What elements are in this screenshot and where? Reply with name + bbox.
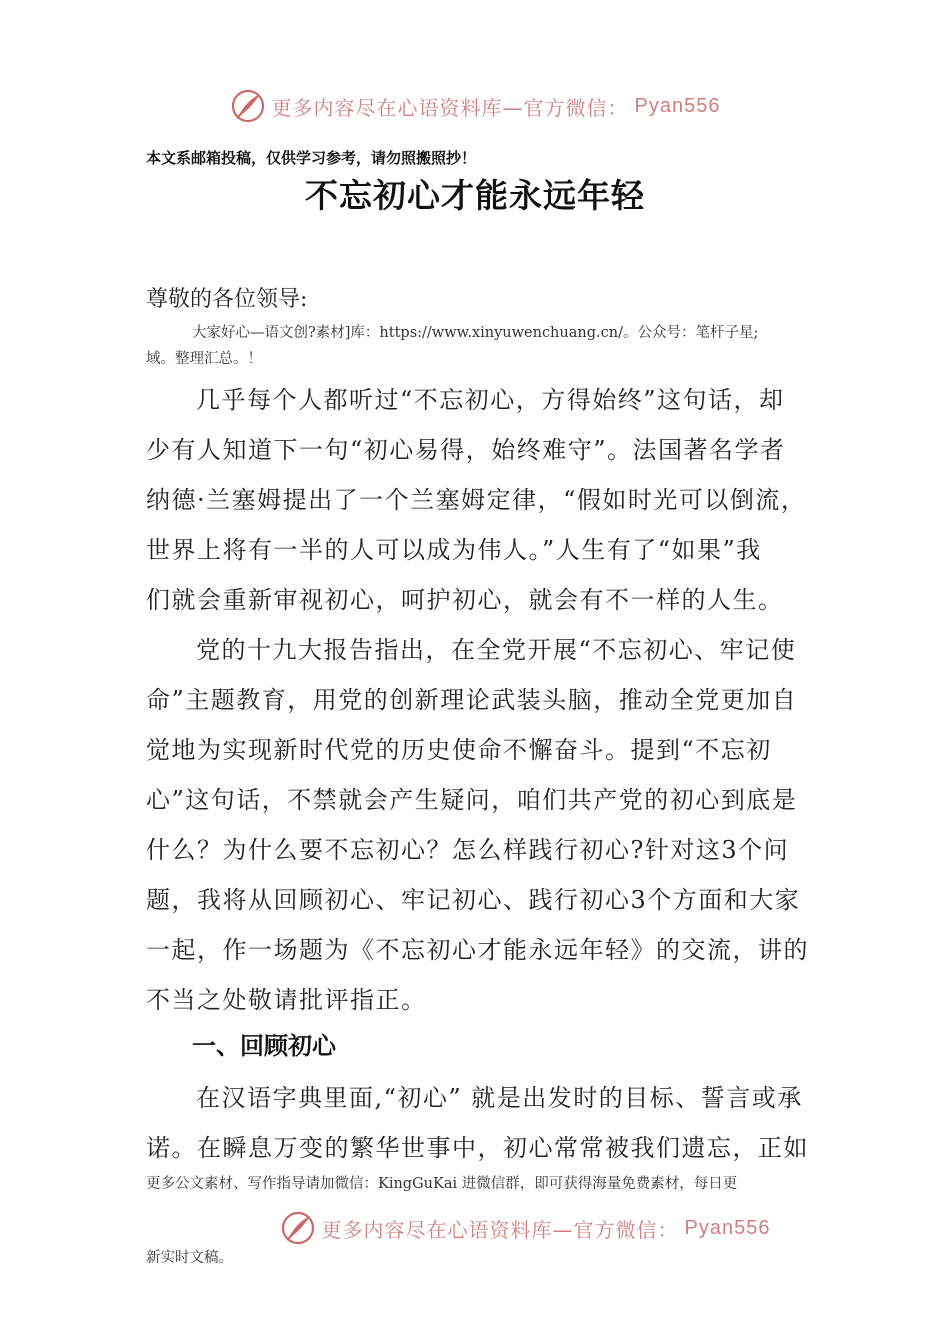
body-line: 在汉语字典里面,“初心” 就是出发时的目标、誓言或承 xyxy=(196,1084,803,1112)
banner-wechat-id: Pyan556 xyxy=(684,1216,771,1239)
body-line: 题，我将从回顾初心、牢记初心、践行初心3个方面和大家 xyxy=(146,886,801,914)
page-title: 不忘初心才能永远年轻 xyxy=(305,176,645,215)
body-line: 心”这句话，不禁就会产生疑问，咱们共产党的初心到底是 xyxy=(146,786,798,814)
source-note-line2: 域。整理汇总。！ xyxy=(146,351,262,367)
body-line: 纳德·兰塞姆提出了一个兰塞姆定律，“假如时光可以倒流， xyxy=(146,486,807,514)
body-line: 世界上将有一半的人可以成为伟人。”人生有了“如果”我 xyxy=(146,536,762,564)
body-line: 不当之处敬请批评指正。 xyxy=(146,986,427,1014)
header-banner xyxy=(0,84,950,128)
banner-text: 更多内容尽在心语资料库—官方微信： xyxy=(271,95,629,120)
body-line: 们就会重新审视初心，呵护初心，就会有不一样的人生。 xyxy=(146,586,784,614)
body-line: 诺。在瞬息万变的繁华世事中，初心常常被我们遗忘，正如 xyxy=(146,1134,809,1162)
footer-banner xyxy=(50,1206,950,1250)
quill-logo-icon xyxy=(280,1210,316,1246)
source-note xyxy=(146,320,816,372)
quill-logo-icon xyxy=(230,88,266,124)
body-line: 党的十九大报告指出，在全党开展“不忘初心、牢记使 xyxy=(196,636,797,664)
banner-wechat-id: Pyan556 xyxy=(634,94,721,117)
footer-line1: 更多公文素材、写作指导请加微信：KingGuKai 进微信群，即可获得海量免费素材，每日更 xyxy=(146,1176,738,1192)
body-line: 什么？为什么要不忘初心？怎么样践行初心?针对这3个问 xyxy=(146,836,790,864)
body-line: 一起，作一场题为《不忘初心才能永远年轻》的交流，讲的 xyxy=(146,936,809,964)
body-line: 少有人知道下一句“初心易得，始终难守”。法国著名学者 xyxy=(146,436,786,464)
body-line: 觉地为实现新时代党的历史使命不懈奋斗。提到“不忘初 xyxy=(146,736,772,764)
section-heading: 一、回顾初心 xyxy=(192,1032,336,1060)
copyright-notice: 本文系邮箱投稿，仅供学习参考，请勿照搬照抄！ xyxy=(146,149,477,167)
source-note-line1: 大家好心—语文创?素材]库：https://www.xinyuwenchuang.cn/。公众号：笔杆子星; xyxy=(192,325,759,341)
banner-text: 更多内容尽在心语资料库—官方微信： xyxy=(321,1217,679,1242)
body-line: 命”主题教育，用党的创新理论武装头脑，推动全党更加自 xyxy=(146,686,798,714)
body-line: 几乎每个人都听过“不忘初心，方得始终”这句话，却 xyxy=(196,386,785,414)
greeting: 尊敬的各位领导: xyxy=(146,287,308,312)
footer-line2: 新实时文稿。 xyxy=(146,1250,233,1266)
